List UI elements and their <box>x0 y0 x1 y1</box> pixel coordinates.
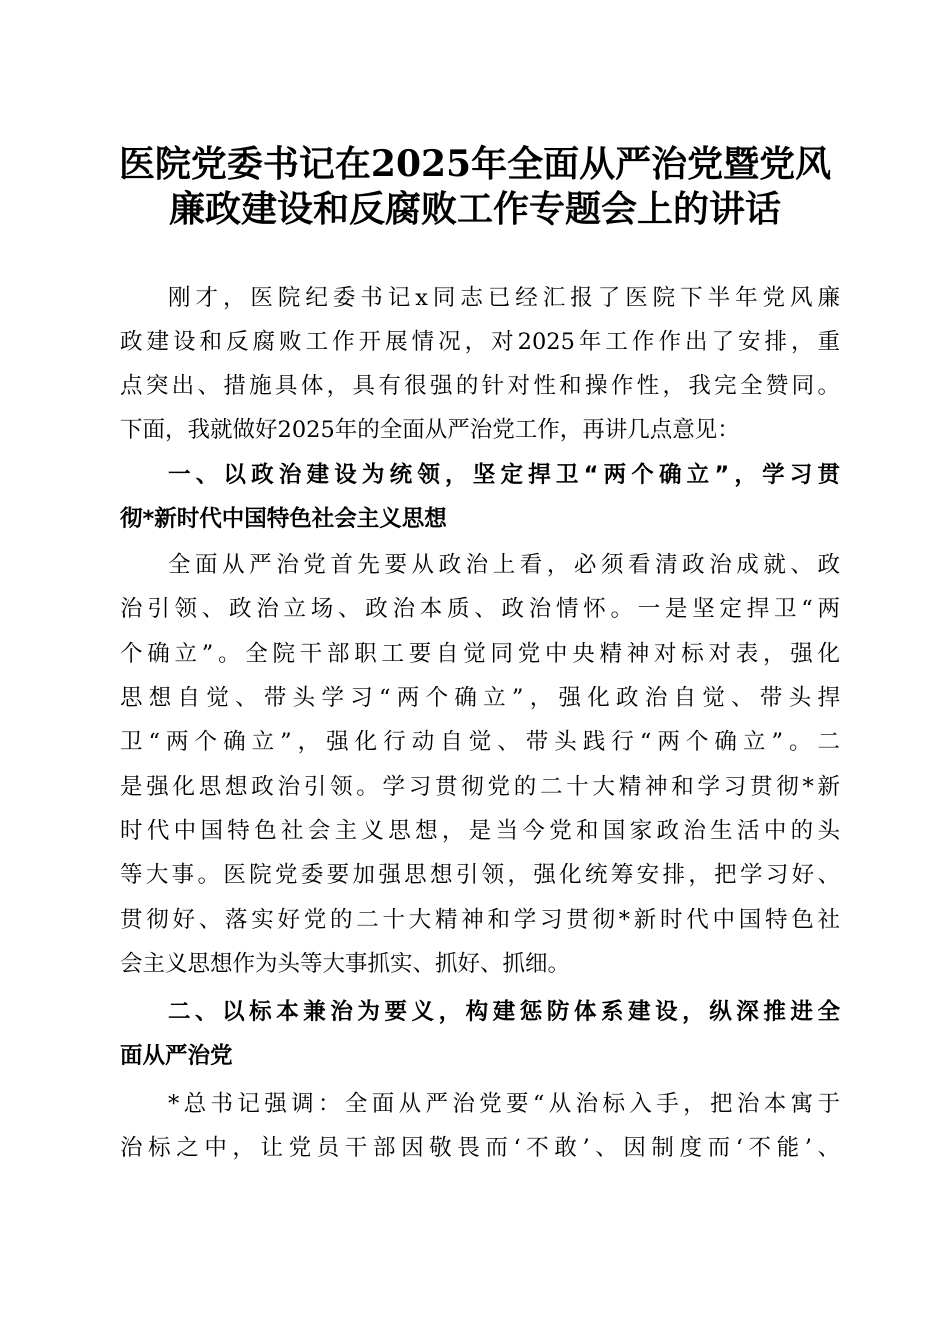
paragraph-line: 时代中国特色社会主义思想，是当今党和国家政治生活中的头 <box>120 818 840 844</box>
paragraph-line: 个确立”。全院干部职工要自觉同党中央精神对标对表，强化 <box>120 641 840 667</box>
document-title-line-2: 廉政建设和反腐败工作专题会上的讲话 <box>168 188 781 230</box>
section-heading-1-line-1: 一、以政治建设为统领，坚定捍卫“两个确立”，学习贯 <box>168 462 840 488</box>
document-title-line-1: 医院党委书记在2025年全面从严治党暨党风 <box>118 143 832 185</box>
paragraph-line: 治标之中，让党员干部因敬畏而‘不敢’、因制度而‘不能’、 <box>120 1135 840 1161</box>
paragraph-line: 是强化思想政治引领。学习贯彻党的二十大精神和学习贯彻*新 <box>120 774 840 800</box>
section-heading-2-line-1: 二、以标本兼治为要义，构建惩防体系建设，纵深推进全 <box>168 999 840 1025</box>
paragraph-line: 下面，我就做好2025年的全面从严治党工作，再讲几点意见： <box>120 417 740 443</box>
paragraph-line: 点突出、措施具体，具有很强的针对性和操作性，我完全赞同。 <box>120 373 840 399</box>
paragraph-line: 刚才，医院纪委书记x同志已经汇报了医院下半年党风廉 <box>168 285 840 311</box>
paragraph-line: 政建设和反腐败工作开展情况，对2025年工作作出了安排，重 <box>120 329 840 355</box>
paragraph-line: 卫“两个确立”，强化行动自觉、带头践行“两个确立”。二 <box>120 729 840 755</box>
section-heading-1-line-2: 彻*新时代中国特色社会主义思想 <box>120 506 447 532</box>
paragraph-line: 全面从严治党首先要从政治上看，必须看清政治成就、政 <box>168 552 840 578</box>
paragraph-line: 思想自觉、带头学习“两个确立”，强化政治自觉、带头捍 <box>120 685 840 711</box>
paragraph-line: *总书记强调：全面从严治党要“从治标入手，把治本寓于 <box>168 1091 840 1117</box>
paragraph-line: 会主义思想作为头等大事抓实、抓好、抓细。 <box>120 951 571 977</box>
paragraph-line: 治引领、政治立场、政治本质、政治情怀。一是坚定捍卫“两 <box>120 596 840 622</box>
paragraph-line: 等大事。医院党委要加强思想引领，强化统筹安排，把学习好、 <box>120 862 840 888</box>
paragraph-line: 贯彻好、落实好党的二十大精神和学习贯彻*新时代中国特色社 <box>120 907 840 933</box>
section-heading-2-line-2: 面从严治党 <box>120 1043 233 1069</box>
